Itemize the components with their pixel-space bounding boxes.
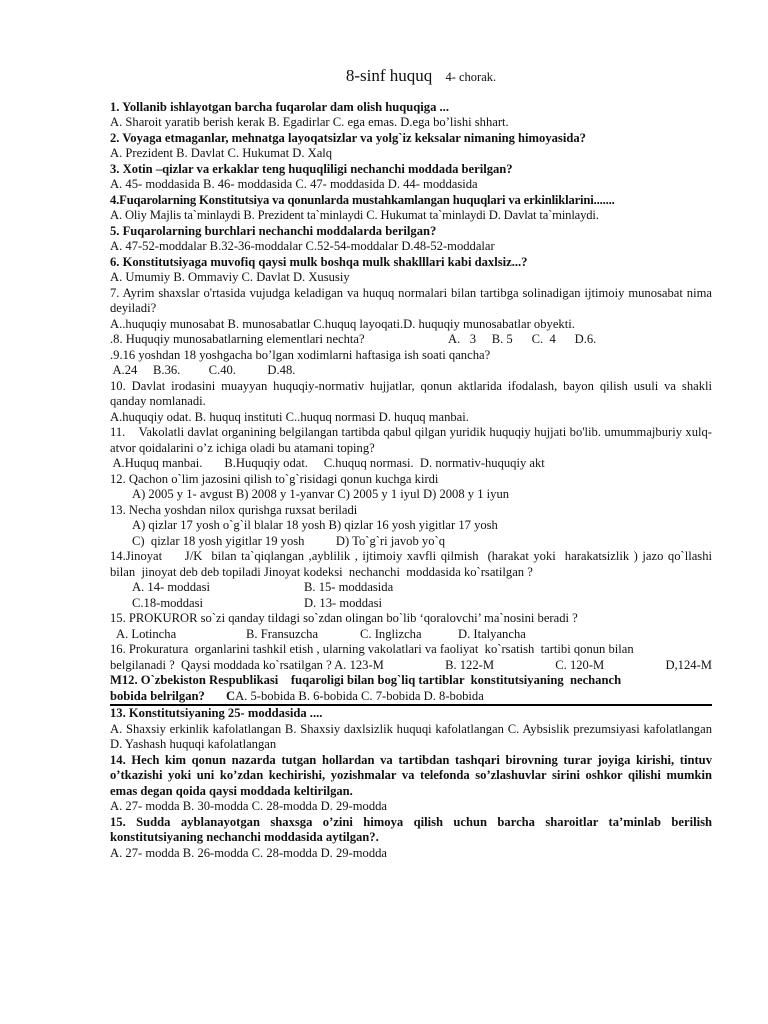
subtitle-text: 4- chorak.: [445, 70, 497, 84]
title-text: 8-sinf huquq: [345, 66, 433, 85]
question-6: 6. Konstitutsiyaga muvofiq qaysi mulk boshqa mulk shaklllari kabi daxlsiz...?: [110, 254, 528, 269]
answers-11: A.Huquq manbai. B.Huquqiy odat. C.huquq normasi. D. normativ-huquqiy akt: [110, 456, 545, 470]
question-5: 5. Fuqarolarning burchlari nechanchi moddalarda berilgan?: [110, 223, 437, 238]
answers-3: A. 45- moddasida B. 46- moddasida C. 47- moddasida D. 44- moddasida: [110, 177, 478, 191]
answers-13b: A. Shaxsiy erkinlik kafolatlangan B. Shaxsiy daxlsizlik huquqi kafolatlangan C. Aybsislik prezumsiyasi kafolatlangan D. Yashash huquqi kafolatlangan: [110, 721, 712, 751]
answer-15-c: C. Inglizcha: [360, 626, 422, 641]
answers-9: A.24 B.36. C.40. D.48.: [110, 363, 296, 377]
answer-15-a: A. Lotincha: [116, 626, 177, 641]
marker-c: C: [226, 688, 236, 703]
answers-5: A. 47-52-moddalar B.32-36-moddalar C.52-54-moddalar D.48-52-moddalar: [110, 239, 495, 253]
question-7: 7. Ayrim shaxslar o'rtasida vujudga keladigan va huquq normalari bilan tartibga solinadigan ijtimoiy munosabat nima deyiladi?: [110, 285, 712, 315]
question-1: 1. Yollanib ishlayotgan barcha fuqarolar dam olish huquqiga ...: [110, 99, 449, 114]
question-16: 16. Prokuratura organlarini tashkil etish , ularning vakolatlari va faoliyat ko`rsatish tartibi qonun bilan: [110, 642, 634, 656]
answers-2: A. Prezident B. Davlat C. Hukumat D. Xalq: [110, 146, 333, 160]
question-2: 2. Voyaga etmaganlar, mehnatga layoqatsizlar va yolg`iz keksalar nimaning himoyasida?: [110, 130, 586, 145]
answers-15: [110, 627, 712, 643]
question-16-answer-c: C. 120-M: [555, 657, 605, 672]
answers-10: A.huquqiy odat. B. huquq instituti C..huquq normasi D. huquq manbai.: [110, 409, 469, 424]
question-10: 10. Davlat irodasini muayyan huquqiy-normativ hujjatlar, qonun aktlarida ifodalash, bayon qilish usuli va shakli qanday nomlanadi.: [110, 378, 712, 408]
question-13: 13. Necha yoshdan nilox qurishga ruxsat beriladi: [110, 502, 358, 517]
question-m12: M12. O`zbekiston Respublikasi fuqaroligi bilan bog`liq tartiblar konstitutsiyaning nechanch: [110, 673, 622, 687]
answers-1: A. Sharoit yaratib berish kerak B. Egadirlar C. ega emas. D.ega bo’lishi shhart.: [110, 115, 509, 129]
answer-15-d: D. Italyancha: [458, 626, 526, 641]
answers-12: A) 2005 y 1- avgust B) 2008 y 1-yanvar C) 2005 y 1 iyul D) 2008 y 1 iyun: [132, 487, 510, 501]
answers-14-cd: [110, 596, 712, 612]
question-11: 11. Vakolatli davlat organining belgilangan tartibda qabul qilgan yuridik huquqiy hujjati bo'lib. umummajburiy xulq-atvor qoidalarini o’z ichiga oladi bu atamani toping?: [110, 425, 712, 455]
question-4: 4.Fuqarolarning Konstitutsiya va qonunlarda mustahkamlangan huquqlari va erkinliklarini.......: [110, 192, 615, 207]
answer-15-b: B. Fransuzcha: [246, 626, 319, 641]
document-page: [110, 66, 735, 861]
answer-14-b: B. 15- moddasida: [304, 580, 394, 594]
question-m12-cont: [110, 689, 712, 707]
question-15: 15. PROKUROR so`zi qanday tildagi so`zdan olingan bo`lib ‘qoralovchi’ ma`nosini beradi ?: [110, 611, 578, 625]
question-9: .9.16 yoshdan 18 yoshgacha bo’lgan xodimlarni haftasiga ish soati qancha?: [110, 347, 491, 362]
page-title: [110, 68, 712, 86]
answers-4: A. Oliy Majlis ta`minlaydi B. Prezident ta`minlaydi C. Hukumat ta`minlaydi D. Davlat ta`minlaydi.: [110, 208, 599, 222]
question-14b: 14. Hech kim qonun nazarda tutgan hollardan va tartibdan tashqari birovning turar joyiga kirishi, tintuv o’tkazishi yoki uni ko’zdan kechirishi, yozishmalar va telefonda so’zlashuvlar sirini oshkor qilishi mumkin emas degan qoida qaysi moddada keltirilgan.: [110, 752, 712, 798]
answers-m12: A. 5-bobida B. 6-bobida C. 7-bobida D. 8-bobida: [235, 688, 484, 703]
question-16-answer-b: B. 122-M: [445, 657, 495, 672]
question-12: 12. Qachon o`lim jazosini qilish to`g`risidagi qonun kuchga kirdi: [110, 471, 439, 486]
question-16-answer-a: belgilanadi ? Qaysi moddada ko`rsatilgan ? A. 123-M: [110, 657, 384, 672]
answers-13-cd: C) qizlar 18 yosh yigitlar 19 yosh D) To`g`ri javob yo`q: [132, 533, 445, 548]
answers-8: A. 3 B. 5 C. 4 D.6.: [448, 332, 597, 346]
question-m12-tail: bobida belrilgan?: [110, 688, 205, 703]
answers-14b: A. 27- modda B. 30-modda C. 28-modda D. 29-modda: [110, 799, 388, 813]
question-3: 3. Xotin –qizlar va erkaklar teng huquqliligi nechanchi moddada berilgan?: [110, 161, 513, 176]
answers-7: A..huquqiy munosabat B. munosabatlar C.huquq layoqati.D. huquqiy munosabatlar obyekti.: [110, 316, 575, 331]
question-16-answer-d: D,124-M: [665, 657, 712, 672]
question-8-text: .8. Huquqiy munosabatlarning elementlari nechta?: [110, 332, 365, 346]
answers-14-ab: [110, 580, 712, 596]
answers-15b: A. 27- modda B. 26-modda C. 28-modda D. 29-modda: [110, 845, 388, 860]
question-14: 14.Jinoyat J/K bilan ta`qiqlangan ,ayblilik , ijtimoiy xavfli qilmish (harakat yoki harakatsizlik ) jazo qo`llashi bilan jinoyat deb deb topiladi Jinoyat kodeksi nechanchi moddasida ko`rsatilgan ?: [110, 549, 735, 579]
question-13b: 13. Konstitutsiyaning 25- moddasida ....: [110, 706, 323, 720]
answers-6: A. Umumiy B. Ommaviy C. Davlat D. Xususiy: [110, 270, 350, 284]
answers-13-ab: A) qizlar 17 yosh o`g`il blalar 18 yosh B) qizlar 16 yosh yigitlar 17 yosh: [132, 518, 498, 532]
answer-14-c: C.18-moddasi: [132, 595, 204, 610]
answer-14-d: D. 13- moddasi: [304, 595, 383, 610]
answer-14-a: A. 14- moddasi: [132, 580, 211, 594]
question-15b: 15. Sudda ayblanayotgan shaxsga o’zini himoya qilish uchun barcha sharoitlar ta’minlab berilish konstitutsiyaning nechanchi moddasida aytilgan?.: [110, 814, 712, 844]
question-16-cont: [110, 658, 712, 674]
question-8: [110, 332, 712, 348]
